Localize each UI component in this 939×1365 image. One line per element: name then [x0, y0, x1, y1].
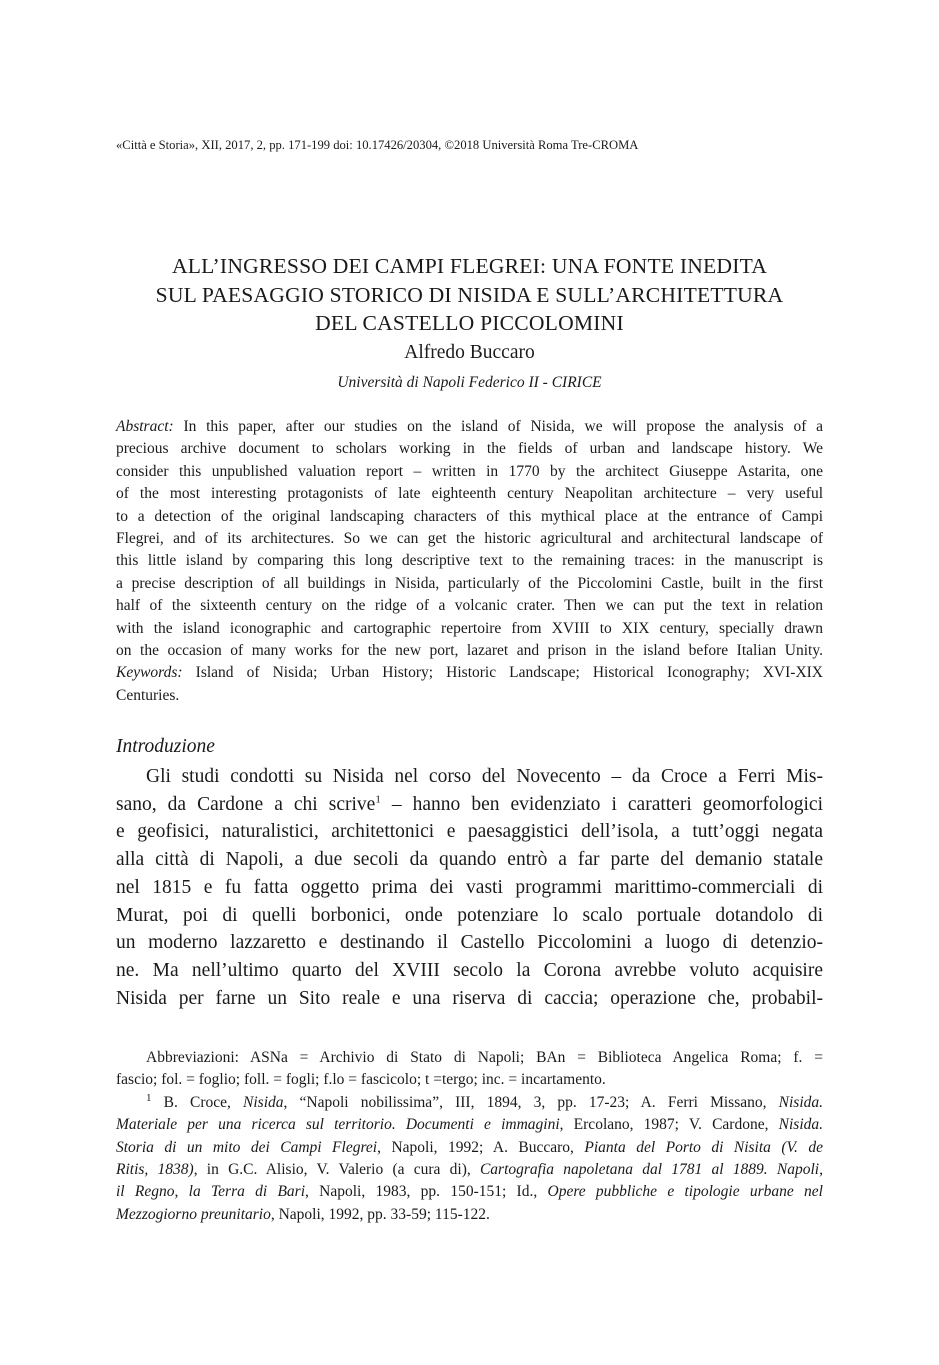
keywords-line: Centuries.	[116, 686, 180, 704]
abbreviations-line: Abbreviazioni: ASNa = Archivio di Stato di Napoli; BAn = Biblioteca Angelica Roma; f. =	[146, 1049, 823, 1066]
body-line: un moderno lazzaretto e destinando il Castello Piccolomini a luogo di detenzio-	[116, 932, 823, 954]
abstract-line: a precise description of all buildings in Nisida, particularly of the Piccolomini Castle, built in the first	[116, 574, 823, 592]
author-name: Alfredo Buccaro	[404, 342, 535, 363]
abstract-line: to a detection of the original landscaping characters of this mythical place at the entrance of Campi	[116, 507, 823, 525]
abstract-line: Flegrei, and of its architectures. So we can get the historic agricultural and architectural landscape of	[116, 530, 823, 548]
abstract-line: consider this unpublished valuation report – written in 1770 by the architect Giuseppe Astarita, one	[116, 462, 823, 480]
abstract-line: this little island by comparing this long descriptive text to the remaining traces: in the manuscript is	[116, 552, 823, 570]
body-line: ne. Ma nell’ultimo quarto del XVIII secolo la Corona avrebbe voluto acquisire	[116, 959, 823, 981]
abstract-line: half of the sixteenth century on the ridge of a volcanic crater. Then we can put the text in relation	[116, 597, 823, 615]
footnote-number: 1	[146, 1091, 152, 1104]
footnote-line: Storia di un mito dei Campi Flegrei, Napoli, 1992; A. Buccaro, Pianta del Porto di Nisita (V. de	[116, 1138, 823, 1156]
footnote-line: il Regno, la Terra di Bari, Napoli, 1983, pp. 150-151; Id., Opere pubbliche e tipologie urbane nel	[116, 1183, 823, 1201]
author-affiliation: Università di Napoli Federico II - CIRICE	[337, 374, 602, 391]
footnote-line: $^1$ B. Croce, Nisida, “Napoli nobilissima”, III, 1894, 3, pp. 17-23; A. Ferri Missano, Nisida.	[146, 1091, 823, 1111]
article-title	[116, 252, 823, 338]
title-line: DEL CASTELLO PICCOLOMINI	[315, 311, 624, 335]
abbreviations-line: fascio; fol. = foglio; foll. = fogli; f.lo = fascicolo; t =tergo; inc. = incartamento.	[116, 1071, 606, 1089]
body-line: Murat, poi di quelli borbonici, onde potenziare lo scalo portuale dotandolo di	[116, 904, 823, 926]
section-heading: Introduzione	[116, 736, 215, 757]
body-line: e geofisici, naturalistici, architettonici e paesaggistici dell’isola, a tutt’oggi negata	[116, 821, 823, 843]
body-line: alla città di Napoli, a due secoli da quando entrò a far parte del demanio statale	[116, 849, 823, 871]
body-line: nel 1815 e fu fatta oggetto prima dei vasti programmi marittimo-commerciali di	[116, 876, 823, 898]
title-line: SUL PAESAGGIO STORICO DI NISIDA E SULL’ARCHITETTURA	[155, 282, 784, 307]
abstract-line: Abstract: In this paper, after our studies on the island of Nisida, we will propose the analysis of a	[116, 418, 824, 435]
abstract-label: Abstract:	[116, 418, 174, 435]
title-line: ALL’INGRESSO DEI CAMPI FLEGREI: UNA FONTE INEDITA	[171, 254, 768, 278]
footnote-ref[interactable]: 1	[375, 793, 381, 806]
running-header: «Città e Storia», XII, 2017, 2, pp. 171-199 doi: 10.17426/20304, ©2018 Università Roma Tre-CROMA	[116, 138, 639, 152]
abstract-line: precious archive document to scholars working in the fields of urban and landscape history. We	[116, 440, 823, 458]
body-text	[116, 763, 823, 1012]
body-line: Nisida per farne un Sito reale e una riserva di caccia; operazione che, probabil-	[116, 987, 823, 1009]
abstract-line: on the occasion of many works for the new port, lazaret and prison in the island before Italian Unity.	[116, 642, 823, 660]
footnote-line: Ritis, 1838), in G.C. Alisio, V. Valerio (a cura di), Cartografia napoletana dal 1781 al 1889. Napoli,	[116, 1161, 823, 1179]
abstract-line: of the most interesting protagonists of late eighteenth century Neapolitan architecture – very useful	[116, 485, 823, 503]
abstract	[116, 416, 823, 707]
abstract-line: with the island iconographic and cartographic repertoire from XVIII to XIX century, specially drawn	[116, 619, 823, 637]
footnote-line: Materiale per una ricerca sul territorio. Documenti e immagini, Ercolano, 1987; V. Cardone, Nisida.	[116, 1116, 823, 1134]
footnotes	[116, 1047, 823, 1226]
body-line: Gli studi condotti su Nisida nel corso del Novecento – da Croce a Ferri Mis-	[146, 766, 823, 787]
keywords-line: Keywords: Island of Nisida; Urban History; Historic Landscape; Historical Iconography; XVI-XIX	[116, 664, 823, 682]
footnote-line: Mezzogiorno preunitario, Napoli, 1992, pp. 33-59; 115-122.	[116, 1205, 490, 1223]
keywords-label: Keywords:	[116, 664, 183, 682]
body-line: sano, da Cardone a chi scrive$^1$ – hanno ben evidenziato i caratteri geomorfologici	[116, 793, 824, 815]
